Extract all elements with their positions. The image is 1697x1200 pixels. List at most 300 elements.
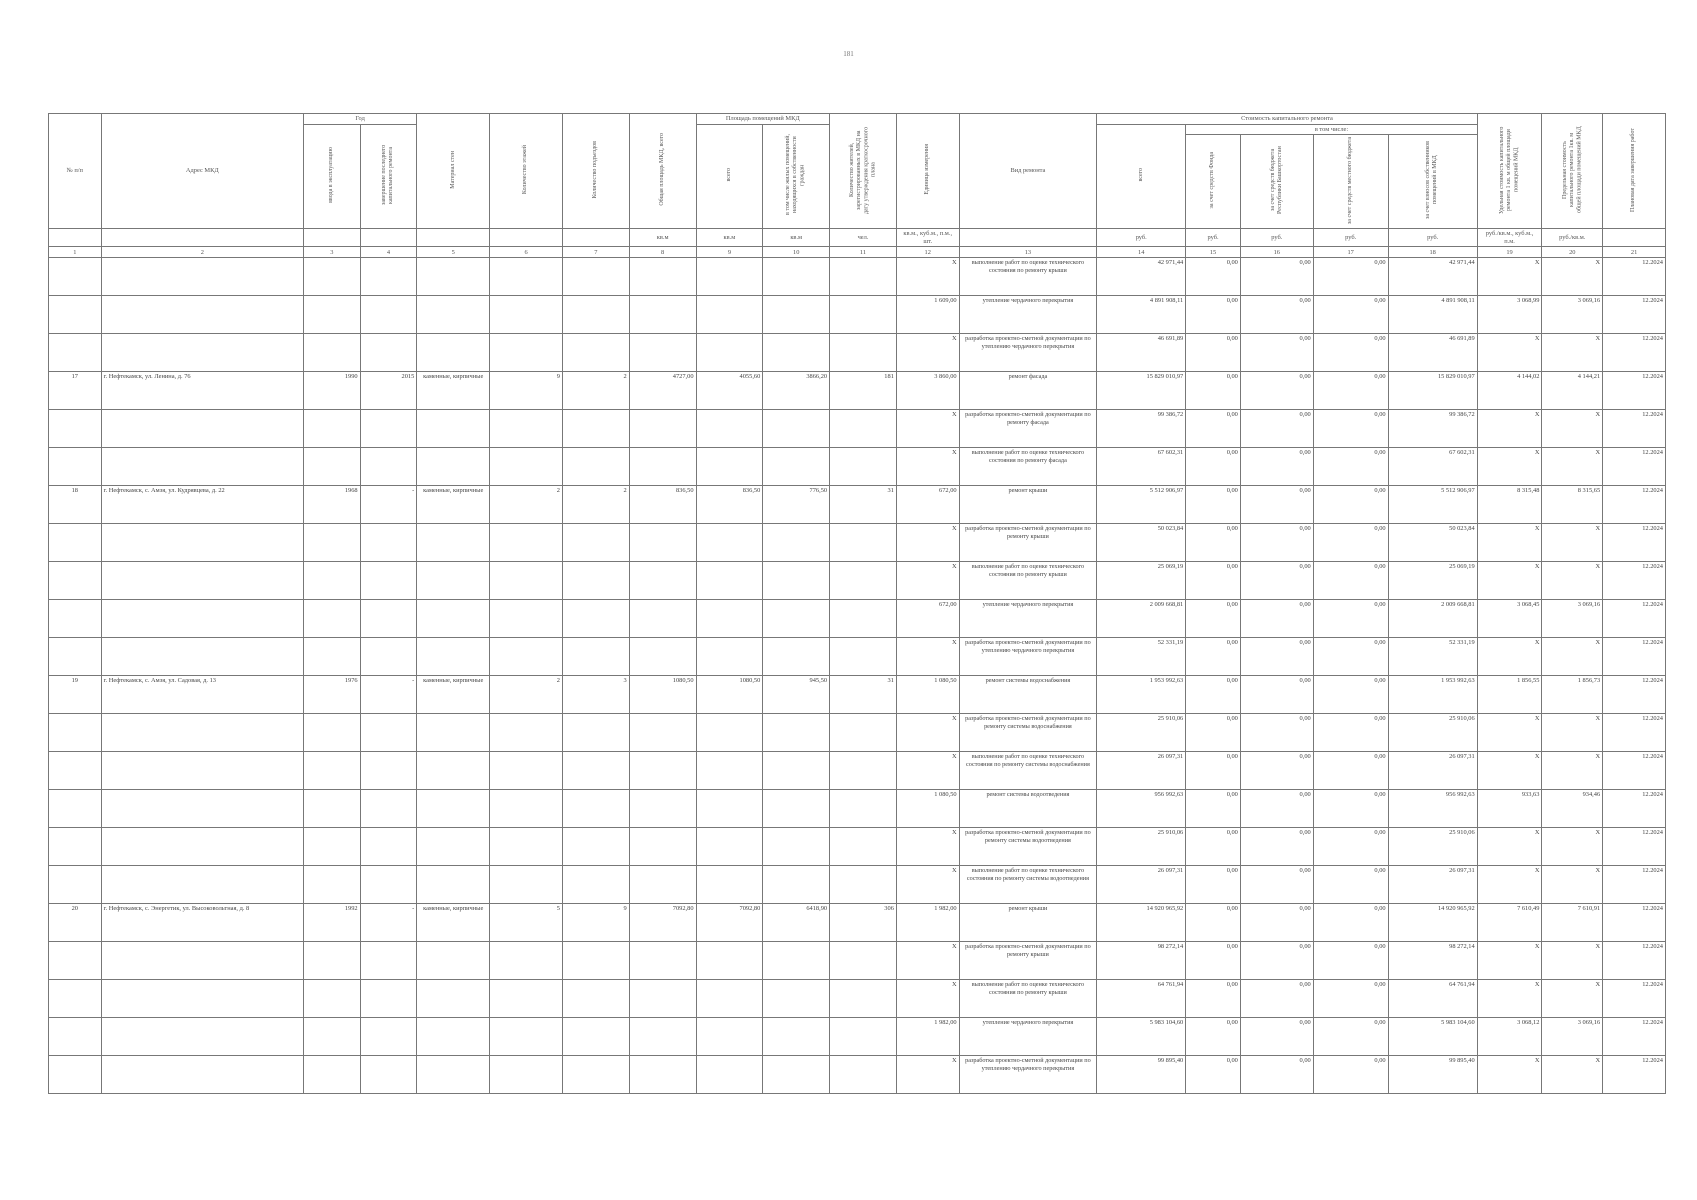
header-col-18: за счет взносов собственников помещений в МКД bbox=[1388, 135, 1477, 229]
cell-year-last-repair: 2015 bbox=[360, 372, 417, 410]
cell-year-last-repair: - bbox=[360, 676, 417, 714]
cell-cost-total: 99 386,72 bbox=[1097, 410, 1186, 448]
cell-cost-fund: 0,00 bbox=[1186, 562, 1241, 600]
cell-year-last-repair bbox=[360, 296, 417, 334]
cell-work-type: разработка проектно-сметной документации по ремонту системы водоснабжения bbox=[959, 714, 1097, 752]
column-number: 7 bbox=[562, 247, 629, 258]
cell-residents bbox=[830, 714, 897, 752]
cell-cost-owners: 25 910,06 bbox=[1388, 714, 1477, 752]
cell-total-area bbox=[629, 258, 696, 296]
cell-floors: 2 bbox=[490, 676, 563, 714]
header-col-19: Удельная стоимость капитального ремонта 1 кв. м общей площади помещений МКД bbox=[1477, 114, 1542, 229]
cell-completion-date: 12.2024 bbox=[1603, 866, 1666, 904]
cell-limit-cost: X bbox=[1542, 866, 1603, 904]
cell-work-type: выполнение работ по оценке технического состояния по ремонту фасада bbox=[959, 448, 1097, 486]
cell-living-area bbox=[763, 942, 830, 980]
cell-year-last-repair bbox=[360, 866, 417, 904]
cell-cost-republic-budget: 0,00 bbox=[1240, 410, 1313, 448]
cell-wall-material bbox=[417, 980, 490, 1018]
cell-floors bbox=[490, 1056, 563, 1094]
cell-premises-area bbox=[696, 752, 763, 790]
cell-living-area bbox=[763, 1018, 830, 1056]
cell-cost-republic-budget: 0,00 bbox=[1240, 790, 1313, 828]
header-col-10: в том числе жилых помещений, находящихся в собственности граждан bbox=[763, 124, 830, 228]
cell-address bbox=[101, 448, 303, 486]
cell-cost-local-budget: 0,00 bbox=[1313, 638, 1388, 676]
cell-total-area bbox=[629, 296, 696, 334]
cell-living-area bbox=[763, 524, 830, 562]
header-col-12: Единица измерения bbox=[896, 114, 959, 229]
cell-entrances: 3 bbox=[562, 676, 629, 714]
cell-cost-fund: 0,00 bbox=[1186, 790, 1241, 828]
cell-address bbox=[101, 258, 303, 296]
header-col-7: Количество подъездов bbox=[562, 114, 629, 229]
cell-year-built bbox=[303, 828, 360, 866]
cell-cost-republic-budget: 0,00 bbox=[1240, 904, 1313, 942]
cell-year-built bbox=[303, 524, 360, 562]
cell-cost-owners: 2 009 668,81 bbox=[1388, 600, 1477, 638]
cell-cost-fund: 0,00 bbox=[1186, 714, 1241, 752]
cell-total-area bbox=[629, 600, 696, 638]
cell-cost-republic-budget: 0,00 bbox=[1240, 638, 1313, 676]
cell-wall-material bbox=[417, 1018, 490, 1056]
cell-entrances: 9 bbox=[562, 904, 629, 942]
cell-work-type: разработка проектно-сметной документации по утеплению чердачного перекрытия bbox=[959, 638, 1097, 676]
cell-address bbox=[101, 942, 303, 980]
cell-year-last-repair bbox=[360, 714, 417, 752]
capital-repair-table bbox=[48, 113, 1666, 1094]
cell-specific-cost: 4 144,02 bbox=[1477, 372, 1542, 410]
cell-completion-date: 12.2024 bbox=[1603, 942, 1666, 980]
cell-limit-cost: X bbox=[1542, 942, 1603, 980]
cell-specific-cost: 3 068,99 bbox=[1477, 296, 1542, 334]
cell-total-area bbox=[629, 752, 696, 790]
column-number: 5 bbox=[417, 247, 490, 258]
cell-row-number bbox=[49, 790, 102, 828]
cell-residents bbox=[830, 752, 897, 790]
cell-year-built bbox=[303, 258, 360, 296]
cell-entrances bbox=[562, 942, 629, 980]
cell-unit-value: X bbox=[896, 638, 959, 676]
header-col-13: Вид ремонта bbox=[959, 114, 1097, 229]
cell-cost-total: 26 097,31 bbox=[1097, 752, 1186, 790]
cell-cost-owners: 46 691,89 bbox=[1388, 334, 1477, 372]
column-number: 1 bbox=[49, 247, 102, 258]
cell-completion-date: 12.2024 bbox=[1603, 638, 1666, 676]
cell-unit-value: X bbox=[896, 258, 959, 296]
cell-specific-cost: X bbox=[1477, 1056, 1542, 1094]
cell-residents: 181 bbox=[830, 372, 897, 410]
cell-year-built bbox=[303, 866, 360, 904]
cell-address: г. Нефтекамск, ул. Ленина, д. 76 bbox=[101, 372, 303, 410]
cell-year-built bbox=[303, 410, 360, 448]
cell-cost-total: 67 602,31 bbox=[1097, 448, 1186, 486]
cell-row-number bbox=[49, 1018, 102, 1056]
cell-cost-fund: 0,00 bbox=[1186, 296, 1241, 334]
cell-cost-local-budget: 0,00 bbox=[1313, 866, 1388, 904]
cell-specific-cost: 933,63 bbox=[1477, 790, 1542, 828]
cell-year-last-repair bbox=[360, 600, 417, 638]
cell-address bbox=[101, 334, 303, 372]
cell-year-built: 1968 bbox=[303, 486, 360, 524]
cell-cost-owners: 64 761,94 bbox=[1388, 980, 1477, 1018]
cell-year-built bbox=[303, 334, 360, 372]
cell-limit-cost: X bbox=[1542, 524, 1603, 562]
table-row bbox=[49, 448, 1666, 486]
table-row bbox=[49, 524, 1666, 562]
column-number: 2 bbox=[101, 247, 303, 258]
unit-col-14: руб. bbox=[1097, 229, 1186, 247]
column-number: 18 bbox=[1388, 247, 1477, 258]
cell-specific-cost: 8 315,48 bbox=[1477, 486, 1542, 524]
cell-specific-cost: 7 610,49 bbox=[1477, 904, 1542, 942]
cell-limit-cost: 8 315,65 bbox=[1542, 486, 1603, 524]
cell-wall-material bbox=[417, 334, 490, 372]
table-row bbox=[49, 752, 1666, 790]
cell-address bbox=[101, 866, 303, 904]
cell-completion-date: 12.2024 bbox=[1603, 562, 1666, 600]
cell-unit-value: 1 982,00 bbox=[896, 904, 959, 942]
cell-specific-cost: 3 068,12 bbox=[1477, 1018, 1542, 1056]
cell-row-number: 20 bbox=[49, 904, 102, 942]
column-number: 16 bbox=[1240, 247, 1313, 258]
cell-floors bbox=[490, 1018, 563, 1056]
header-col-20: Предельная стоимость капитального ремонта 1кв. м общей площади помещений МКД bbox=[1542, 114, 1603, 229]
cell-living-area: 776,50 bbox=[763, 486, 830, 524]
cell-entrances bbox=[562, 752, 629, 790]
header-col-3: ввода в эксплуатацию bbox=[303, 124, 360, 228]
cell-entrances: 2 bbox=[562, 486, 629, 524]
cell-cost-owners: 25 069,19 bbox=[1388, 562, 1477, 600]
cell-entrances bbox=[562, 1018, 629, 1056]
cell-year-built bbox=[303, 714, 360, 752]
column-number: 6 bbox=[490, 247, 563, 258]
cell-residents: 31 bbox=[830, 486, 897, 524]
cell-unit-value: X bbox=[896, 448, 959, 486]
cell-entrances bbox=[562, 334, 629, 372]
cell-limit-cost: 934,46 bbox=[1542, 790, 1603, 828]
cell-cost-owners: 26 097,31 bbox=[1388, 866, 1477, 904]
cell-specific-cost: 1 856,55 bbox=[1477, 676, 1542, 714]
cell-cost-republic-budget: 0,00 bbox=[1240, 258, 1313, 296]
cell-year-built bbox=[303, 448, 360, 486]
cell-specific-cost: 3 068,45 bbox=[1477, 600, 1542, 638]
cell-work-type: ремонт фасада bbox=[959, 372, 1097, 410]
cell-premises-area bbox=[696, 600, 763, 638]
cell-entrances bbox=[562, 562, 629, 600]
cell-unit-value: X bbox=[896, 334, 959, 372]
cell-total-area bbox=[629, 562, 696, 600]
cell-unit-value: 3 860,00 bbox=[896, 372, 959, 410]
header-col-14: всего bbox=[1097, 124, 1186, 228]
cell-living-area bbox=[763, 296, 830, 334]
cell-floors bbox=[490, 524, 563, 562]
cell-residents bbox=[830, 828, 897, 866]
cell-unit-value: X bbox=[896, 752, 959, 790]
cell-row-number: 19 bbox=[49, 676, 102, 714]
cell-cost-local-budget: 0,00 bbox=[1313, 410, 1388, 448]
unit-col-20: руб./кв.м. bbox=[1542, 229, 1603, 247]
cell-unit-value: 1 080,50 bbox=[896, 790, 959, 828]
cell-cost-total: 1 953 992,63 bbox=[1097, 676, 1186, 714]
cell-cost-local-budget: 0,00 bbox=[1313, 980, 1388, 1018]
cell-specific-cost: X bbox=[1477, 638, 1542, 676]
table-row bbox=[49, 372, 1666, 410]
cell-cost-fund: 0,00 bbox=[1186, 448, 1241, 486]
cell-wall-material bbox=[417, 828, 490, 866]
cell-completion-date: 12.2024 bbox=[1603, 258, 1666, 296]
cell-work-type: разработка проектно-сметной документации по ремонту крыши bbox=[959, 524, 1097, 562]
cell-floors bbox=[490, 562, 563, 600]
cell-entrances bbox=[562, 980, 629, 1018]
cell-cost-republic-budget: 0,00 bbox=[1240, 942, 1313, 980]
cell-premises-area bbox=[696, 1056, 763, 1094]
table-row bbox=[49, 980, 1666, 1018]
cell-cost-total: 5 512 906,97 bbox=[1097, 486, 1186, 524]
unit-col-12: кв.м., куб.м., п.м., шт. bbox=[896, 229, 959, 247]
cell-residents bbox=[830, 600, 897, 638]
cell-premises-area bbox=[696, 828, 763, 866]
cell-limit-cost: X bbox=[1542, 448, 1603, 486]
cell-work-type: разработка проектно-сметной документации по ремонту крыши bbox=[959, 942, 1097, 980]
cell-premises-area bbox=[696, 980, 763, 1018]
table-row bbox=[49, 1056, 1666, 1094]
cell-cost-republic-budget: 0,00 bbox=[1240, 296, 1313, 334]
cell-row-number bbox=[49, 524, 102, 562]
cell-total-area bbox=[629, 942, 696, 980]
cell-residents bbox=[830, 410, 897, 448]
cell-address bbox=[101, 1056, 303, 1094]
cell-unit-value: 1 080,50 bbox=[896, 676, 959, 714]
unit-col-11: чел. bbox=[830, 229, 897, 247]
cell-row-number bbox=[49, 448, 102, 486]
cell-address: г. Нефтекамск, с. Энергетик, ул. Высоковольтная, д. 8 bbox=[101, 904, 303, 942]
cell-work-type: выполнение работ по оценке технического состояния по ремонту крыши bbox=[959, 980, 1097, 1018]
cell-residents: 31 bbox=[830, 676, 897, 714]
cell-unit-value: X bbox=[896, 562, 959, 600]
cell-limit-cost: 4 144,21 bbox=[1542, 372, 1603, 410]
column-number: 3 bbox=[303, 247, 360, 258]
cell-year-last-repair bbox=[360, 790, 417, 828]
cell-limit-cost: X bbox=[1542, 258, 1603, 296]
cell-year-built bbox=[303, 638, 360, 676]
cell-cost-fund: 0,00 bbox=[1186, 676, 1241, 714]
cell-year-last-repair bbox=[360, 410, 417, 448]
header-col-9: всего bbox=[696, 124, 763, 228]
header-col-1: № п/п bbox=[49, 114, 102, 229]
cell-floors bbox=[490, 448, 563, 486]
cell-premises-area bbox=[696, 790, 763, 828]
cell-row-number: 17 bbox=[49, 372, 102, 410]
cell-residents bbox=[830, 1056, 897, 1094]
cell-floors bbox=[490, 296, 563, 334]
cell-address bbox=[101, 638, 303, 676]
cell-limit-cost: X bbox=[1542, 1056, 1603, 1094]
cell-address bbox=[101, 714, 303, 752]
cell-unit-value: X bbox=[896, 714, 959, 752]
cell-cost-republic-budget: 0,00 bbox=[1240, 752, 1313, 790]
cell-address bbox=[101, 524, 303, 562]
cell-entrances: 2 bbox=[562, 372, 629, 410]
cell-living-area bbox=[763, 638, 830, 676]
cell-total-area: 1080,50 bbox=[629, 676, 696, 714]
cell-premises-area bbox=[696, 1018, 763, 1056]
cell-premises-area bbox=[696, 334, 763, 372]
unit-col-15: руб. bbox=[1186, 229, 1241, 247]
cell-residents bbox=[830, 524, 897, 562]
cell-cost-total: 99 895,40 bbox=[1097, 1056, 1186, 1094]
cell-completion-date: 12.2024 bbox=[1603, 334, 1666, 372]
header-col-16: за счет средств бюджета Республики Башкортостан bbox=[1240, 135, 1313, 229]
cell-cost-fund: 0,00 bbox=[1186, 258, 1241, 296]
header-group-cost-incl: в том числе: bbox=[1186, 124, 1477, 135]
column-number: 13 bbox=[959, 247, 1097, 258]
cell-cost-local-budget: 0,00 bbox=[1313, 790, 1388, 828]
cell-floors: 5 bbox=[490, 904, 563, 942]
cell-total-area bbox=[629, 714, 696, 752]
cell-row-number bbox=[49, 942, 102, 980]
cell-cost-owners: 5 512 906,97 bbox=[1388, 486, 1477, 524]
cell-premises-area bbox=[696, 714, 763, 752]
cell-completion-date: 12.2024 bbox=[1603, 600, 1666, 638]
cell-cost-total: 25 910,06 bbox=[1097, 828, 1186, 866]
column-number: 10 bbox=[763, 247, 830, 258]
cell-row-number bbox=[49, 296, 102, 334]
cell-cost-local-budget: 0,00 bbox=[1313, 1018, 1388, 1056]
cell-cost-local-budget: 0,00 bbox=[1313, 372, 1388, 410]
cell-year-last-repair bbox=[360, 638, 417, 676]
cell-year-last-repair bbox=[360, 562, 417, 600]
cell-cost-fund: 0,00 bbox=[1186, 866, 1241, 904]
cell-work-type: разработка проектно-сметной документации по утеплению чердачного перекрытия bbox=[959, 1056, 1097, 1094]
cell-row-number bbox=[49, 980, 102, 1018]
header-col-2: Адрес МКД bbox=[101, 114, 303, 229]
cell-specific-cost: X bbox=[1477, 562, 1542, 600]
cell-wall-material: каменные, кирпичные bbox=[417, 676, 490, 714]
cell-cost-owners: 5 983 104,60 bbox=[1388, 1018, 1477, 1056]
header-group-year: Год bbox=[303, 114, 416, 125]
cell-wall-material: каменные, кирпичные bbox=[417, 486, 490, 524]
cell-floors bbox=[490, 334, 563, 372]
cell-floors bbox=[490, 790, 563, 828]
cell-cost-local-budget: 0,00 bbox=[1313, 600, 1388, 638]
cell-cost-owners: 67 602,31 bbox=[1388, 448, 1477, 486]
cell-address bbox=[101, 752, 303, 790]
cell-total-area: 836,50 bbox=[629, 486, 696, 524]
cell-residents bbox=[830, 980, 897, 1018]
cell-year-last-repair bbox=[360, 334, 417, 372]
header-col-5: Материал стен bbox=[417, 114, 490, 229]
cell-cost-total: 15 829 010,97 bbox=[1097, 372, 1186, 410]
cell-cost-total: 46 691,89 bbox=[1097, 334, 1186, 372]
cell-residents bbox=[830, 296, 897, 334]
cell-wall-material bbox=[417, 790, 490, 828]
cell-residents bbox=[830, 562, 897, 600]
cell-living-area bbox=[763, 334, 830, 372]
table-row bbox=[49, 904, 1666, 942]
cell-year-last-repair bbox=[360, 1056, 417, 1094]
cell-work-type: выполнение работ по оценке технического состояния по ремонту крыши bbox=[959, 562, 1097, 600]
cell-cost-owners: 52 331,19 bbox=[1388, 638, 1477, 676]
cell-cost-total: 4 891 908,11 bbox=[1097, 296, 1186, 334]
cell-unit-value: 672,00 bbox=[896, 600, 959, 638]
cell-cost-total: 2 009 668,81 bbox=[1097, 600, 1186, 638]
cell-completion-date: 12.2024 bbox=[1603, 372, 1666, 410]
cell-cost-owners: 99 895,40 bbox=[1388, 1056, 1477, 1094]
cell-work-type: разработка проектно-сметной документации по утеплению чердачного перекрытия bbox=[959, 334, 1097, 372]
cell-total-area: 4727,00 bbox=[629, 372, 696, 410]
cell-limit-cost: X bbox=[1542, 980, 1603, 1018]
cell-floors: 2 bbox=[490, 486, 563, 524]
cell-limit-cost: 7 610,91 bbox=[1542, 904, 1603, 942]
cell-work-type: ремонт системы водоснабжения bbox=[959, 676, 1097, 714]
cell-cost-total: 52 331,19 bbox=[1097, 638, 1186, 676]
header-col-4: завершение последнего капитального ремонта bbox=[360, 124, 417, 228]
cell-cost-local-budget: 0,00 bbox=[1313, 1056, 1388, 1094]
cell-year-last-repair bbox=[360, 980, 417, 1018]
cell-living-area bbox=[763, 828, 830, 866]
cell-unit-value: X bbox=[896, 942, 959, 980]
cell-cost-republic-budget: 0,00 bbox=[1240, 524, 1313, 562]
cell-residents bbox=[830, 448, 897, 486]
cell-total-area bbox=[629, 524, 696, 562]
cell-row-number: 18 bbox=[49, 486, 102, 524]
cell-cost-fund: 0,00 bbox=[1186, 638, 1241, 676]
cell-wall-material: каменные, кирпичные bbox=[417, 904, 490, 942]
cell-cost-republic-budget: 0,00 bbox=[1240, 372, 1313, 410]
cell-cost-owners: 42 971,44 bbox=[1388, 258, 1477, 296]
table-row bbox=[49, 600, 1666, 638]
cell-residents bbox=[830, 790, 897, 828]
cell-cost-fund: 0,00 bbox=[1186, 410, 1241, 448]
cell-cost-total: 98 272,14 bbox=[1097, 942, 1186, 980]
cell-cost-total: 5 983 104,60 bbox=[1097, 1018, 1186, 1056]
cell-year-built bbox=[303, 790, 360, 828]
cell-wall-material bbox=[417, 638, 490, 676]
cell-completion-date: 12.2024 bbox=[1603, 296, 1666, 334]
cell-entrances bbox=[562, 410, 629, 448]
unit-col-8: кв.м bbox=[629, 229, 696, 247]
cell-specific-cost: X bbox=[1477, 258, 1542, 296]
cell-cost-owners: 4 891 908,11 bbox=[1388, 296, 1477, 334]
cell-entrances bbox=[562, 638, 629, 676]
cell-specific-cost: X bbox=[1477, 828, 1542, 866]
cell-residents bbox=[830, 638, 897, 676]
cell-cost-fund: 0,00 bbox=[1186, 334, 1241, 372]
cell-floors bbox=[490, 410, 563, 448]
cell-year-built bbox=[303, 296, 360, 334]
cell-floors bbox=[490, 714, 563, 752]
cell-cost-owners: 98 272,14 bbox=[1388, 942, 1477, 980]
cell-completion-date: 12.2024 bbox=[1603, 1056, 1666, 1094]
cell-residents: 306 bbox=[830, 904, 897, 942]
column-number: 8 bbox=[629, 247, 696, 258]
cell-cost-owners: 956 992,63 bbox=[1388, 790, 1477, 828]
cell-cost-total: 64 761,94 bbox=[1097, 980, 1186, 1018]
cell-total-area bbox=[629, 410, 696, 448]
cell-total-area: 7092,80 bbox=[629, 904, 696, 942]
cell-limit-cost: 3 069,16 bbox=[1542, 1018, 1603, 1056]
column-number: 4 bbox=[360, 247, 417, 258]
cell-cost-republic-budget: 0,00 bbox=[1240, 676, 1313, 714]
cell-living-area: 945,50 bbox=[763, 676, 830, 714]
cell-work-type: ремонт системы водоотведения bbox=[959, 790, 1097, 828]
cell-floors bbox=[490, 600, 563, 638]
cell-cost-local-budget: 0,00 bbox=[1313, 676, 1388, 714]
cell-living-area bbox=[763, 790, 830, 828]
cell-completion-date: 12.2024 bbox=[1603, 980, 1666, 1018]
cell-living-area: 3866,20 bbox=[763, 372, 830, 410]
